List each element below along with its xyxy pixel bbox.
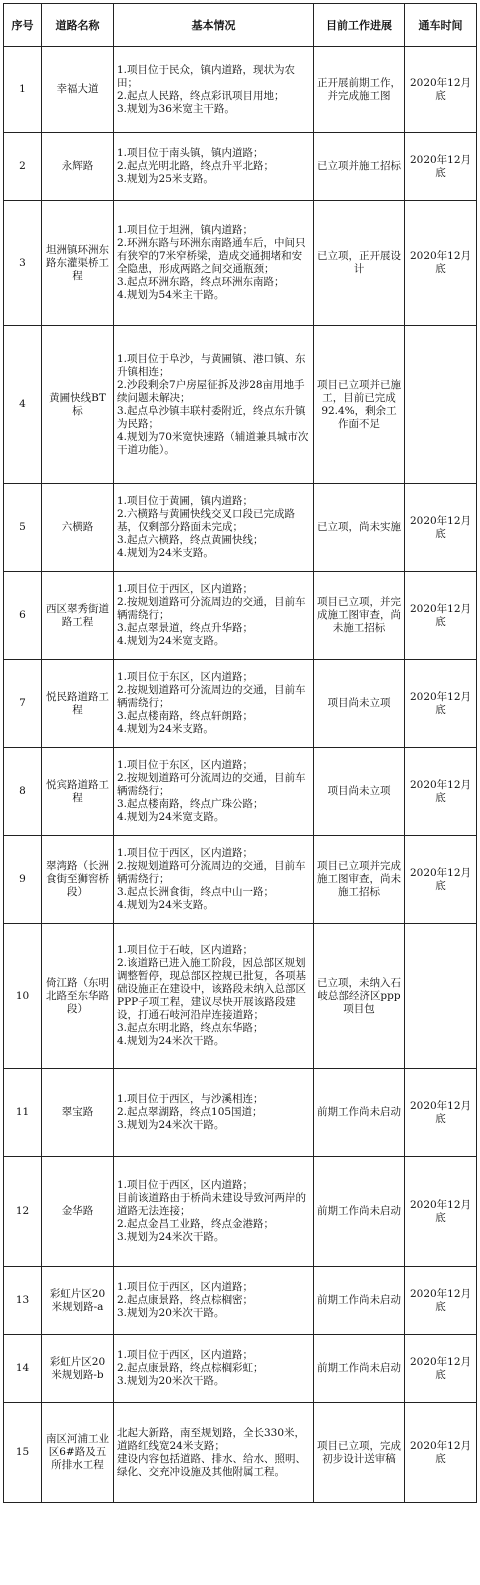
info-line: 4.规划为24米次干路。 (117, 1035, 225, 1047)
basic-info (114, 1335, 314, 1403)
row-number: 1 (4, 47, 42, 133)
info-line: 2.按规划道路可分流周边的交通，目前车辆需绕行； (117, 860, 306, 885)
info-line: 2.按规划道路可分流周边的交通，目前车辆需绕行； (117, 772, 306, 797)
info-line: 3.起点阜沙镇丰联村委附近，终点东升镇为民路； (117, 404, 306, 430)
work-progress: 项目尚未立项 (314, 660, 405, 748)
info-line: 1.项目位于西区，区内道路； (117, 1349, 254, 1361)
row-number: 3 (4, 201, 42, 326)
info-line: 目前该道路由于桥尚未建设导致河两岸的道路无法连接； (117, 1192, 306, 1217)
info-line: 4.规划为24米宽支路。 (117, 635, 225, 647)
info-line: 2.起点康景路，终点棕榈彩虹； (117, 1362, 264, 1374)
info-line: 1.项目位于东区，区内道路； (117, 671, 254, 683)
open-time: 2020年12月底 (405, 201, 477, 326)
table-row (4, 47, 477, 133)
road-name: 彩虹片区20米规划路-a (42, 1267, 114, 1335)
open-time (405, 326, 477, 484)
info-line: 3.规划为20米次干路。 (117, 1375, 225, 1387)
road-projects-table (3, 3, 477, 1503)
info-line: 3.起点东明北路，终点东华路； (117, 1022, 264, 1034)
info-line: 1.项目位于西区，区内道路； (117, 847, 254, 859)
info-line: 1.项目位于阜沙，与黄圃镇、港口镇、东升镇相连； (117, 352, 306, 378)
info-line: 北起大新路，南至规划路，全长330米，道路红线宽24米支路； (117, 1426, 306, 1452)
table-row (4, 1069, 477, 1157)
table-row (4, 836, 477, 924)
road-name: 西区翠秀街道路工程 (42, 572, 114, 660)
work-progress: 项目已立项并完成施工图审查，尚未施工招标 (314, 836, 405, 924)
open-time: 2020年12月底 (405, 1403, 477, 1503)
info-line: 3.起点楼南路，终点轩朗路； (117, 710, 254, 722)
open-time: 2020年12月底 (405, 572, 477, 660)
info-line: 1.项目位于黄圃，镇内道路； (117, 495, 254, 507)
info-line: 1.项目位于南头镇，镇内道路； (117, 147, 264, 159)
info-line: 3.规划为20米次干路。 (117, 1307, 225, 1319)
basic-info (114, 1403, 314, 1503)
basic-info (114, 924, 314, 1069)
info-line: 2.起点人民路，终点彩讯项目用地； (117, 89, 285, 102)
info-line: 3.起点长洲食街，终点中山一路； (117, 886, 275, 898)
basic-info (114, 1069, 314, 1157)
work-progress: 前期工作尚未启动 (314, 1335, 405, 1403)
header-progress: 目前工作进展 (314, 4, 405, 47)
info-line: 3.规划为25米支路。 (117, 173, 214, 185)
row-number: 13 (4, 1267, 42, 1335)
table-row (4, 201, 477, 326)
row-number: 5 (4, 484, 42, 572)
info-line: 2.起点光明北路，终点升平北路； (117, 160, 275, 172)
table-row (4, 572, 477, 660)
table-row (4, 924, 477, 1069)
road-name: 幸福大道 (42, 47, 114, 133)
info-line: 2.起点金昌工业路，终点金港路； (117, 1218, 275, 1230)
row-number: 4 (4, 326, 42, 484)
info-line: 4.规划为24米支路。 (117, 899, 214, 911)
basic-info (114, 748, 314, 836)
road-name: 永辉路 (42, 133, 114, 201)
info-line: 1.项目位于石岐，区内道路； (117, 944, 254, 956)
row-number: 14 (4, 1335, 42, 1403)
row-number: 11 (4, 1069, 42, 1157)
open-time: 2020年12月底 (405, 748, 477, 836)
work-progress: 项目已立项，并完成施工图审查，尚未施工招标 (314, 572, 405, 660)
basic-info (114, 47, 314, 133)
row-number: 8 (4, 748, 42, 836)
basic-info (114, 133, 314, 201)
info-line: 3.规划为24米次干路。 (117, 1119, 225, 1131)
info-line: 1.项目位于西区，区内道路； (117, 1179, 254, 1191)
open-time: 2020年12月底 (405, 484, 477, 572)
basic-info (114, 1267, 314, 1335)
open-time: 2020年12月底 (405, 133, 477, 201)
open-time: 2020年12月底 (405, 836, 477, 924)
work-progress: 前期工作尚未启动 (314, 1069, 405, 1157)
open-time (405, 924, 477, 1069)
work-progress: 已立项，未纳入石岐总部经济区ppp项目包 (314, 924, 405, 1069)
work-progress: 正开展前期工作，并完成施工图 (314, 47, 405, 133)
work-progress: 项目已立项，完成初步设计送审稿 (314, 1403, 405, 1503)
header-road-name: 道路名称 (42, 4, 114, 47)
table-row (4, 133, 477, 201)
header-basic-info: 基本情况 (114, 4, 314, 47)
work-progress: 前期工作尚未启动 (314, 1267, 405, 1335)
info-line: 3.规划为24米次干路。 (117, 1231, 225, 1243)
info-line: 建设内容包括道路、排水、给水、照明、绿化、交充冲设施及其他附属工程。 (117, 1452, 306, 1478)
open-time: 2020年12月底 (405, 1069, 477, 1157)
row-number: 9 (4, 836, 42, 924)
info-line: 2.起点康景路，终点棕榈密； (117, 1294, 254, 1306)
road-name: 黄圃快线BT标 (42, 326, 114, 484)
row-number: 10 (4, 924, 42, 1069)
header-row (4, 4, 477, 47)
table-row (4, 660, 477, 748)
info-line: 2.六横路与黄圃快线交叉口段已完成路基，仅剩部分路面未完成； (117, 508, 296, 533)
info-line: 1.项目位于东区，区内道路； (117, 759, 254, 771)
info-line: 3.起点六横路，终点黄圃快线； (117, 534, 264, 546)
table-row (4, 1403, 477, 1503)
basic-info (114, 1157, 314, 1267)
road-name: 六横路 (42, 484, 114, 572)
row-number: 15 (4, 1403, 42, 1503)
info-line: 4.规划为54米主干路。 (117, 289, 225, 301)
work-progress: 项目尚未立项 (314, 748, 405, 836)
info-line: 1.项目位于西区，区内道路； (117, 583, 254, 595)
info-line: 1.项目位于西区，与沙溪相连； (117, 1093, 264, 1105)
work-progress: 前期工作尚未启动 (314, 1157, 405, 1267)
basic-info (114, 484, 314, 572)
table-row (4, 1335, 477, 1403)
table-row (4, 326, 477, 484)
info-line: 1.项目位于民众，镇内道路，现状为农田； (117, 63, 296, 89)
info-line: 3.起点环洲东路，终点环洲东南路； (117, 276, 285, 288)
basic-info (114, 660, 314, 748)
row-number: 12 (4, 1157, 42, 1267)
road-name: 翠湾路（长洲食街至狮窖桥段） (42, 836, 114, 924)
info-line: 1.项目位于西区，区内道路； (117, 1281, 254, 1293)
table-row (4, 1267, 477, 1335)
road-name: 彩虹片区20米规划路-b (42, 1335, 114, 1403)
info-line: 2.按规划道路可分流周边的交通，目前车辆需绕行； (117, 596, 306, 621)
work-progress: 项目已立项并已施工，目前已完成92.4%，剩余工作面不足 (314, 326, 405, 484)
table-row (4, 1157, 477, 1267)
basic-info (114, 572, 314, 660)
info-line: 4.规划为70米宽快速路（辅道兼具城市次干道功能）。 (117, 430, 309, 456)
open-time: 2020年12月底 (405, 1267, 477, 1335)
row-number: 6 (4, 572, 42, 660)
basic-info (114, 326, 314, 484)
info-line: 3.起点翠景道，终点升华路； (117, 622, 254, 634)
work-progress: 已立项并施工招标 (314, 133, 405, 201)
open-time: 2020年12月底 (405, 1335, 477, 1403)
road-name: 翠宝路 (42, 1069, 114, 1157)
road-name: 悦民路道路工程 (42, 660, 114, 748)
basic-info (114, 836, 314, 924)
open-time: 2020年12月底 (405, 660, 477, 748)
header-open-time: 通车时间 (405, 4, 477, 47)
open-time: 2020年12月底 (405, 47, 477, 133)
info-line: 2.按规划道路可分流周边的交通，目前车辆需绕行； (117, 684, 306, 709)
row-number: 7 (4, 660, 42, 748)
info-line: 4.规划为24米支路。 (117, 723, 214, 735)
info-line: 2.该道路已进入施工阶段，因总部区规划调整暂停，现总部区控规已批复，各项基础设施正在建设中，该路段未纳入总部区PPP子项工程，建议尽快开展该路段建设，打通石岐河沿岸连接道路； (117, 957, 306, 1021)
table-row (4, 484, 477, 572)
info-line: 3.规划为36米宽主干路。 (117, 102, 235, 115)
road-name: 悦宾路道路工程 (42, 748, 114, 836)
table-body (4, 47, 477, 1503)
row-number: 2 (4, 133, 42, 201)
road-name: 南区河浦工业区6#路及五所排水工程 (42, 1403, 114, 1503)
table-row (4, 748, 477, 836)
work-progress: 已立项，尚未实施 (314, 484, 405, 572)
info-line: 3.起点楼南路，终点广珠公路； (117, 798, 264, 810)
road-name: 坦洲镇环洲东路东灌渠桥工程 (42, 201, 114, 326)
info-line: 4.规划为24米宽支路。 (117, 811, 225, 823)
work-progress: 已立项，正开展设计 (314, 201, 405, 326)
open-time: 2020年12月底 (405, 1157, 477, 1267)
info-line: 2.起点翠湖路，终点105国道； (117, 1106, 263, 1118)
info-line: 2.环洲东路与环洲东南路通车后，中间只有狭窄的7米窄桥梁，造成交通拥堵和安全隐患，形成两路之间交通瓶颈； (117, 237, 306, 275)
info-line: 4.规划为24米支路。 (117, 547, 214, 559)
header-no: 序号 (4, 4, 42, 47)
info-line: 2.沙段剩余7户房屋征拆及涉28亩用地手续问题未解决； (117, 378, 305, 404)
road-name: 倚江路（东明北路至东华路段） (42, 924, 114, 1069)
basic-info (114, 201, 314, 326)
road-name: 金华路 (42, 1157, 114, 1267)
info-line: 1.项目位于坦洲，镇内道路； (117, 224, 254, 236)
